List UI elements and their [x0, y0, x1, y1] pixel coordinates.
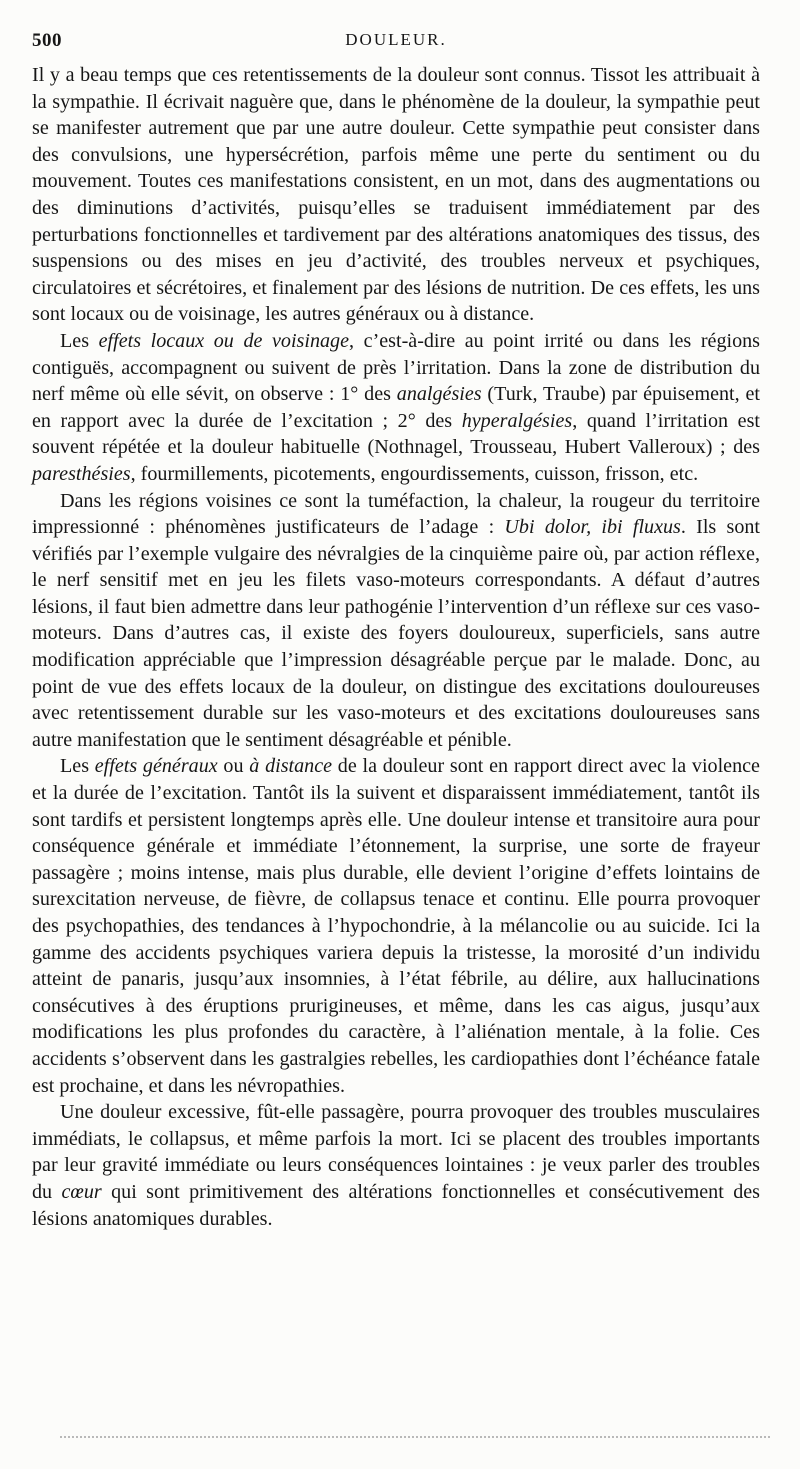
running-title: DOULEUR.: [345, 30, 447, 49]
text-run: Dans les régions voisines ce sont la tuméfaction, la chaleur, la rougeur du territoire impressionné : phénomènes justificateurs de l’adage :: [32, 489, 760, 539]
body-text: [32, 62, 760, 1232]
text-run: Il y a beau temps que ces retentissements de la douleur sont connus. Tissot les attribuait à la sympathie. Il écrivait naguère que, dans le phénomène de la douleur, la sympathie peut se manifester autrement que par une autre douleur. Cette sympathie peut consister dans des convulsions, une hypersécrétion, parfois même une perte du sentiment ou du mouvement. Toutes ces manifestations consistent, en un mot, dans des augmentations ou des diminutions d’activités, puisqu’elles se traduisent immédiatement par des perturbations fonctionnelles et tardivement par des altérations anatomiques des tissus, des suspensions ou des mises en jeu d’activité, des troubles nerveux et psychiques, circulatoires et sécrétoires, et finalement par des lésions de nutrition. De ces effets, les uns sont locaux ou de voisinage, les autres généraux ou à distance.: [32, 64, 760, 326]
text-run: Une douleur excessive, fût-elle passagère, pourra provoquer des troubles musculaires immédiats, le collapsus, et même parfois la mort. Ici se placent des troubles importants par leur gravité immédiate ou leurs conséquences lointaines : je veux parler des troubles du: [32, 1101, 760, 1203]
paragraph: [32, 62, 760, 328]
italic-term: cœur: [61, 1180, 102, 1203]
paragraph: [32, 328, 760, 488]
paragraph: [32, 1099, 760, 1232]
paragraph: [32, 753, 760, 1099]
italic-term: hyperalgésies: [461, 409, 573, 432]
text-run: (Turk, Traube) par épuisement, et en rapport avec la durée de l’excitation ; 2° des: [32, 383, 760, 432]
italic-term: analgésies: [396, 383, 482, 406]
italic-term: à distance: [249, 755, 333, 778]
footer-rule: [60, 1436, 770, 1438]
paragraph: [32, 488, 760, 754]
page-header: [32, 30, 760, 58]
italic-term: Ubi dolor, ibi fluxus: [504, 516, 681, 539]
text-run: , c’est-à-dire au point irrité ou dans les régions contiguës, accompagnent ou suivent de près l’irritation. Dans la zone de distribution du nerf même où elle sévit, on observe : 1° des: [32, 329, 760, 406]
italic-term: effets généraux: [94, 755, 218, 778]
text-run: , quand l’irritation est souvent répétée et la douleur habituelle (Nothnagel, Trousseau, Hubert Valleroux) ; des: [32, 409, 760, 459]
text-run: Les: [60, 755, 95, 778]
page-number: 500: [32, 30, 62, 51]
text-run: de la douleur sont en rapport direct avec la violence et la durée de l’excitation. Tantôt ils la suivent et disparaissent immédiatement, tantôt ils sont tardifs et persistent longtemps après elle. Une douleur intense et transitoire aura pour conséquence générale et immédiate l’étonnement, la surprise, une sorte de frayeur passagère ; moins intense, mais plus durable, elle devient l’origine d’effets lointains de surexcitation nerveuse, de fièvre, de collapsus tenace et continu. Elle pourra provoquer des psychopathies, des tendances à l’hypochondrie, à la mélancolie ou au suicide. Ici la gamme des accidents psychiques variera depuis la tristesse, la morosité d’un individu atteint de panaris, jusqu’aux insomnies, à l’état fébrile, au délire, aux hallucinations consécutives à des éruptions prurigineuses, et même, dans les cas aigus, jusqu’aux modifications les plus profondes du caractère, à l’aliénation mentale, à la folie. Ces accidents s’observent dans les gastralgies rebelles, les cardiopathies dont l’échéance fatale est prochaine, et dans les névropathies.: [32, 755, 760, 1097]
italic-term: effets locaux ou de voisinage: [98, 329, 350, 352]
italic-term: paresthésies: [32, 462, 131, 485]
text-run: ou: [217, 755, 250, 778]
text-run: . Ils sont vérifiés par l’exemple vulgaire des névralgies de la cinquième paire où, par action réflexe, le nerf sensitif met en jeu les filets vaso-moteurs correspondants. A défaut d’autres lésions, il faut bien admettre dans leur pathogénie l’intervention d’un réflexe sur ces vaso-moteurs. Dans d’autres cas, il existe des foyers douloureux, superficiels, sans autre modification appréciable que l’impression désagréable perçue par le malade. Donc, au point de vue des effets locaux de la douleur, on distingue des excitations douloureuses avec retentissement durable sur les vaso-moteurs et des excitations douloureuses sans autre manifestation que le sentiment désagréable et pénible.: [32, 516, 760, 751]
text-run: qui sont primitivement des altérations fonctionnelles et consécutivement des lésions anatomiques durables.: [32, 1180, 760, 1230]
text-run: , fourmillements, picotements, engourdissements, cuisson, frisson, etc.: [130, 462, 699, 485]
text-run: Les: [60, 329, 99, 352]
